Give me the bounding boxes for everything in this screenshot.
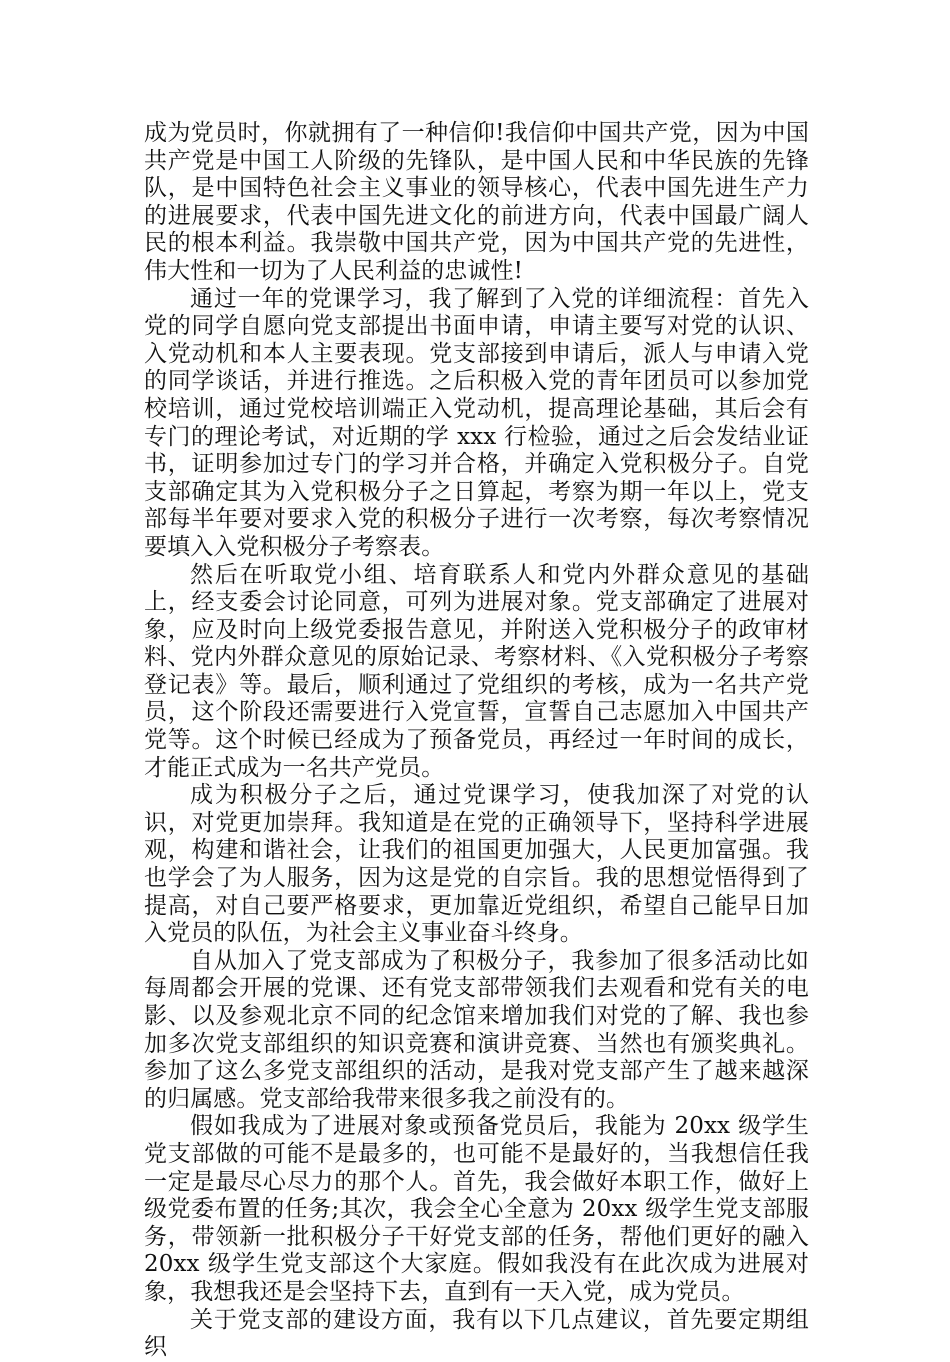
paragraph-7: 关于党支部的建设方面，我有以下几点建议，首先要定期组织 [144,1306,809,1361]
paragraph-1: 成为党员时，你就拥有了一种信仰!我信仰中国共产党，因为中国共产党是中国工人阶级的先锋队，是中国人民和中华民族的先锋队，是中国特色社会主义事业的领导核心，代表中国先进生产力的进展要求，代表中国先进文化的前进方向，代表中国最广阔人民的根本利益。我崇敬中国共产党，因为中国共产党的先进性，伟大性和一切为了人民利益的忠诚性! [144,120,809,284]
paragraph-6: 假如我成为了进展对象或预备党员后，我能为 20xx 级学生党支部做的可能不是最多的，也可能不是最好的，当我想信任我一定是最尽心尽力的那个人。首先，我会做好本职工作，做好上级党委布置的任务;其次，我会全心全意为 20xx 级学生党支部服务，带领新一批积极分子干好党支部的任务，帮他们更好的融入 20xx 级学生党支部这个大家庭。假如我没有在此次成为进展对象，我想我还是会坚持下去，直到有一天入党，成为党员。 [144,1113,809,1305]
paragraph-2: 通过一年的党课学习，我了解到了入党的详细流程：首先入党的同学自愿向党支部提出书面申请，申请主要写对党的认识、入党动机和本人主要表现。党支部接到申请后，派人与申请入党的同学谈话，并进行推选。之后积极入党的青年团员可以参加党校培训，通过党校培训端正入党动机，提高理论基础，其后会有专门的理论考试，对近期的学 xxx 行检验，通过之后会发结业证书，证明参加过专门的学习并合格，并确定入党积极分子。自党支部确定其为入党积极分子之日算起，考察为期一年以上，党支部每半年要对要求入党的积极分子进行一次考察，每次考察情况要填入入党积极分子考察表。 [144,285,809,560]
paragraph-4: 成为积极分子之后，通过党课学习，使我加深了对党的认识，对党更加崇拜。我知道是在党的正确领导下，坚持科学进展观，构建和谐社会，让我们的祖国更加强大，人民更加富强。我也学会了为人服务，因为这是党的自宗旨。我的思想觉悟得到了提高，对自己要严格要求，更加靠近党组织，希望自己能早日加入党员的队伍，为社会主义事业奋斗终身。 [144,782,809,947]
paragraph-3: 然后在听取党小组、培育联系人和党内外群众意见的基础上，经支委会讨论同意，可列为进展对象。党支部确定了进展对象，应及时向上级党委报告意见，并附送入党积极分子的政审材料、党内外群众意见的原始记录、考察材料、《入党积极分子考察登记表》等。最后，顺利通过了党组织的考核，成为一名共产党员，这个阶段还需要进行入党宣誓，宣誓自己志愿加入中国共产党等。这个时候已经成为了预备党员，再经过一年时间的成长，才能正式成为一名共产党员。 [144,561,809,781]
paragraph-5: 自从加入了党支部成为了积极分子，我参加了很多活动比如每周都会开展的党课、还有党支部带领我们去观看和党有关的电影、以及参观北京不同的纪念馆来增加我们对党的了解、我也参加多次党支部组织的知识竞赛和演讲竞赛、当然也有颁奖典礼。参加了这么多党支部组织的活动，是我对党支部产生了越来越深的归属感。党支部给我带来很多我之前没有的。 [144,947,809,1112]
document-body [144,120,809,1362]
